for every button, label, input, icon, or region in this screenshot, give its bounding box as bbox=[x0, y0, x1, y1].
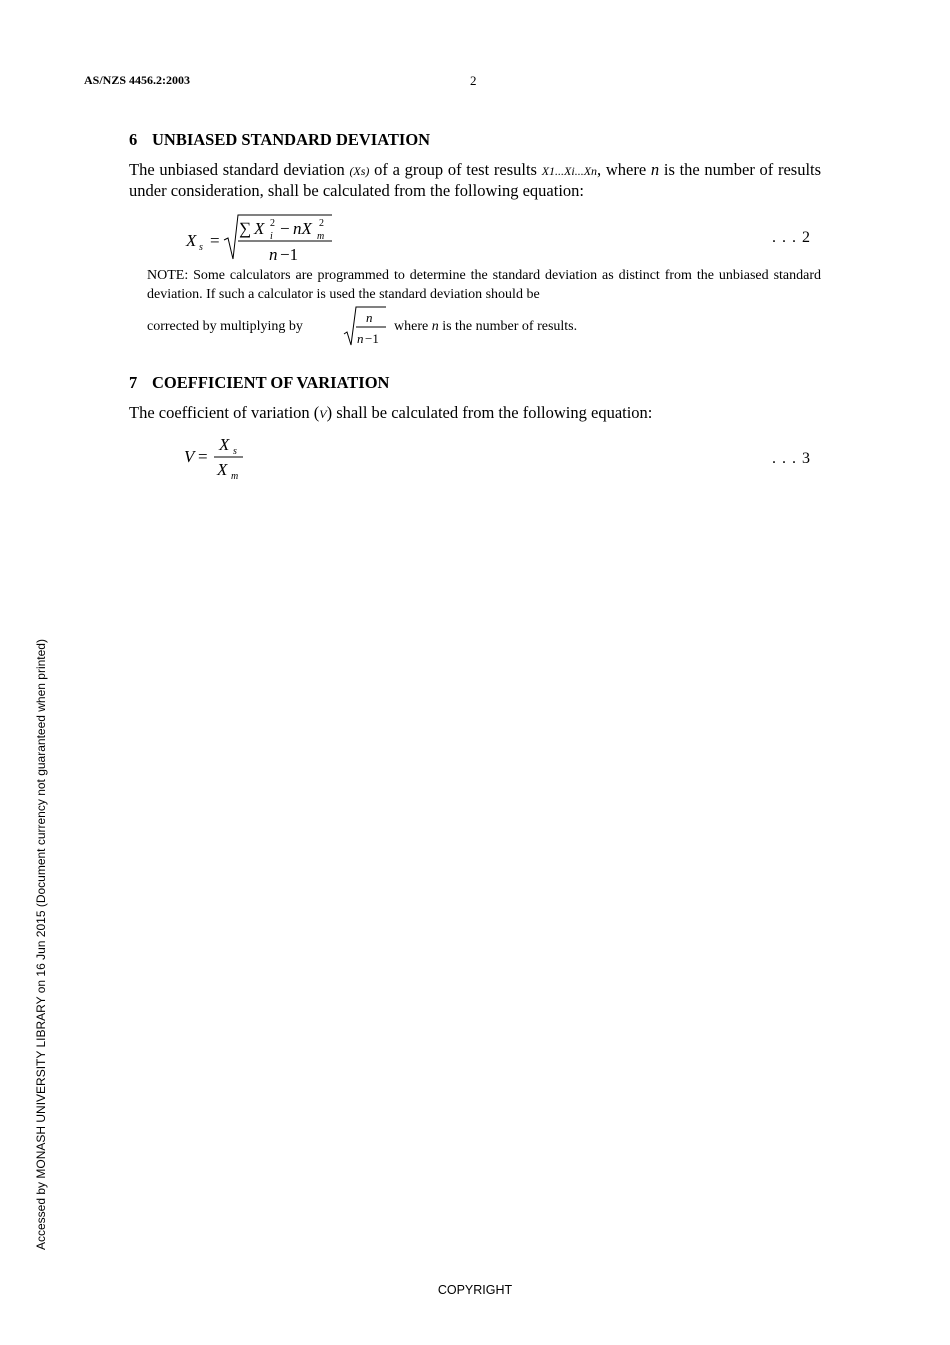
svg-text:V: V bbox=[184, 447, 195, 466]
section-7-number: 7 bbox=[129, 373, 138, 392]
svg-text:s: s bbox=[199, 242, 203, 253]
section-6-heading bbox=[129, 130, 430, 150]
equation-2-formula bbox=[180, 210, 350, 266]
svg-text:=: = bbox=[198, 447, 208, 466]
note-text: NOTE: Some calculators are programmed to determine the standard deviation as distinct from the unbiased standard deviation. If such a calculator is used the standard deviation should be bbox=[147, 268, 821, 302]
note-correction-prefix: corrected by multiplying by bbox=[147, 319, 303, 334]
svg-text:n: n bbox=[366, 310, 373, 325]
svg-text:2: 2 bbox=[270, 218, 275, 229]
svg-text:m: m bbox=[231, 471, 239, 482]
section-6-paragraph: The unbiased standard deviation (Xs) of a group of test results X1...Xi...Xn, where n is the number of results under consideration, shall be calculated from the following equation: bbox=[129, 160, 822, 200]
symbol-v: V bbox=[319, 407, 327, 421]
page-number: 2 bbox=[470, 73, 477, 88]
note-correction-suffix: where n is the number of results. bbox=[394, 319, 578, 334]
svg-text:−1: −1 bbox=[280, 245, 299, 264]
svg-text:nX: nX bbox=[293, 219, 312, 238]
svg-text:n: n bbox=[357, 331, 364, 346]
svg-text:X: X bbox=[217, 460, 228, 479]
section-7-title: COEFFICIENT OF VARIATION bbox=[152, 373, 390, 392]
svg-text:−: − bbox=[280, 219, 290, 238]
standard-code: AS/NZS 4456.2:2003 bbox=[84, 73, 191, 87]
copyright-footer: COPYRIGHT bbox=[437, 1283, 513, 1297]
section-7-heading bbox=[129, 373, 389, 393]
section-7-paragraph: The coefficient of variation (V) shall be calculated from the following equation: bbox=[129, 403, 653, 422]
svg-text:X: X bbox=[254, 219, 265, 238]
section-6-title: UNBIASED STANDARD DEVIATION bbox=[152, 130, 431, 149]
svg-text:2: 2 bbox=[319, 218, 324, 229]
access-watermark: Accessed by MONASH UNIVERSITY LIBRARY on 16 Jun 2015 (Document currency not guaranteed when printed) bbox=[34, 639, 48, 1250]
svg-text:m: m bbox=[317, 231, 325, 242]
equation-2-label: . . . 2 bbox=[772, 229, 811, 246]
symbol-range: X1...Xi...Xn bbox=[541, 164, 598, 178]
svg-text:X: X bbox=[186, 231, 197, 250]
section-6-number: 6 bbox=[129, 130, 138, 149]
symbol-xs: (Xs) bbox=[349, 164, 370, 178]
equation-3-formula bbox=[180, 430, 260, 486]
svg-text:∑: ∑ bbox=[239, 219, 252, 238]
svg-text:X: X bbox=[219, 435, 230, 454]
note-correction-formula bbox=[342, 304, 390, 348]
svg-text:s: s bbox=[233, 446, 237, 457]
svg-text:=: = bbox=[210, 231, 220, 250]
svg-text:n: n bbox=[269, 245, 278, 264]
svg-text:−1: −1 bbox=[365, 331, 379, 346]
svg-text:i: i bbox=[270, 231, 273, 242]
equation-3-label: . . . 3 bbox=[772, 450, 811, 467]
